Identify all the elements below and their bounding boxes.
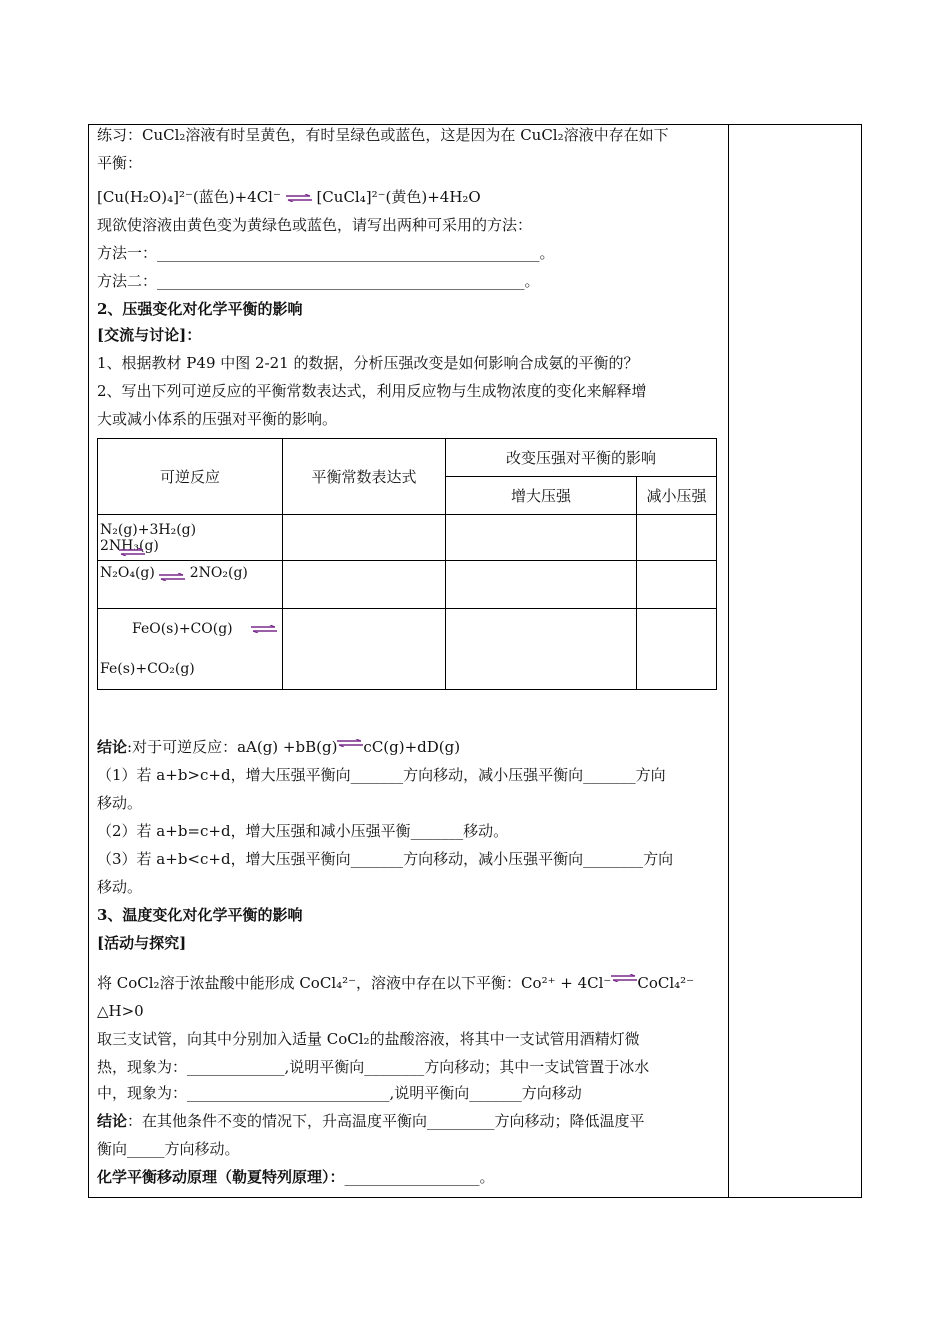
- pressure-effect-table: [97, 438, 717, 690]
- question-2-line-1: 2、写出下列可逆反应的平衡常数表达式，利用反应物与生成物浓度的变化来解释增: [97, 382, 647, 400]
- increase-pressure-cell[interactable]: [446, 609, 637, 690]
- header-increase-pressure: 增大压强: [446, 477, 637, 515]
- header-pressure-effect: 改变压强对平衡的影响: [446, 439, 717, 477]
- equilibrium-arrow-icon: [286, 194, 312, 202]
- decrease-pressure-cell[interactable]: [637, 561, 717, 609]
- practice-line-4: 现欲使溶液由黄色变为黄绿色或蓝色，请写出两种可采用的方法：: [97, 216, 533, 234]
- conclusion-case-2: （2）若 a+b=c+d，增大压强和减小压强平衡_______移动。: [97, 822, 509, 840]
- discussion-heading: [交流与讨论]：: [97, 326, 202, 344]
- increase-pressure-cell[interactable]: [446, 515, 637, 561]
- table-row: [98, 515, 717, 561]
- enthalpy-note: △H>0: [97, 1002, 144, 1020]
- k-expression-cell[interactable]: [283, 561, 446, 609]
- header-reaction: 可逆反应: [98, 439, 283, 515]
- temperature-conclusion-2: 衡向_____方向移动。: [97, 1140, 240, 1158]
- conclusion-case-1-a: （1）若 a+b>c+d，增大压强平衡向_______方向移动，减小压强平衡向_______方向: [97, 766, 666, 784]
- experiment-line-2: 取三支试管，向其中分别加入适量 CoCl₂的盐酸溶液，将其中一支试管用酒精灯微: [97, 1030, 640, 1048]
- section-2-title: 2、压强变化对化学平衡的影响: [97, 300, 303, 318]
- table-row: [98, 609, 717, 690]
- method-1: 方法一：___________________________________________________。: [97, 244, 555, 262]
- equation-right: [CuCl₄]²⁻(黄色)+4H₂O: [316, 188, 481, 206]
- equilibrium-arrow-icon: [159, 573, 185, 581]
- equilibrium-arrow-icon: [337, 739, 363, 747]
- reaction-cell: N₂O₄(g) 2NO₂(g): [98, 561, 283, 609]
- equilibrium-arrow-icon: [119, 548, 145, 556]
- section-3-title: 3、温度变化对化学平衡的影响: [97, 906, 303, 924]
- practice-line-2: 平衡：: [97, 154, 143, 172]
- equilibrium-arrow-icon: [251, 625, 277, 633]
- header-k-expression: 平衡常数表达式: [283, 439, 446, 515]
- question-2-line-2: 大或减小体系的压强对平衡的影响。: [97, 410, 338, 428]
- decrease-pressure-cell[interactable]: [637, 515, 717, 561]
- question-1: 1、根据教材 P49 中图 2-21 的数据，分析压强改变是如何影响合成氨的平衡的？: [97, 354, 639, 372]
- conclusion-case-3-b: 移动。: [97, 878, 143, 896]
- experiment-line-4: 中，现象为：___________________________,说明平衡向_______方向移动: [97, 1084, 582, 1102]
- conclusion-case-1-b: 移动。: [97, 794, 143, 812]
- method-2: 方法二：_________________________________________________。: [97, 272, 540, 290]
- experiment-line-3: 热，现象为：_____________,说明平衡向________方向移动；其中一支试管置于冰水: [97, 1058, 650, 1076]
- decrease-pressure-cell[interactable]: [637, 609, 717, 690]
- conclusion-case-3-a: （3）若 a+b<c+d，增大压强平衡向_______方向移动，减小压强平衡向________方向: [97, 850, 674, 868]
- equilibrium-arrow-icon: [611, 974, 637, 982]
- pressure-conclusion: 结论:对于可逆反应：aA(g) +bB(g) cC(g)+dD(g): [97, 738, 461, 756]
- equation-left: [Cu(H₂O)₄]²⁻(蓝色)+4Cl⁻: [97, 188, 281, 206]
- practice-line-1: 练习：CuCl₂溶液有时呈黄色，有时呈绿色或蓝色，这是因为在 CuCl₂溶液中存在如下: [97, 126, 669, 144]
- notes-column-divider: [728, 124, 729, 1198]
- reaction-cell: N₂(g)+3H₂(g) 2NH₃(g): [98, 515, 283, 561]
- practice-equation: [97, 186, 481, 208]
- le-chatelier-principle: 化学平衡移动原理（勒夏特列原理）：__________________。: [97, 1168, 495, 1186]
- k-expression-cell[interactable]: [283, 515, 446, 561]
- temperature-conclusion-1: 结论：在其他条件不变的情况下，升高温度平衡向_________方向移动；降低温度平: [97, 1112, 645, 1130]
- reaction-cell: FeO(s)+CO(g) Fe(s)+CO₂(g): [98, 609, 283, 690]
- table-row: [98, 561, 717, 609]
- k-expression-cell[interactable]: [283, 609, 446, 690]
- header-decrease-pressure: 减小压强: [637, 477, 717, 515]
- increase-pressure-cell[interactable]: [446, 561, 637, 609]
- activity-heading: [活动与探究]: [97, 934, 187, 952]
- experiment-line-1: 将 CoCl₂溶于浓盐酸中能形成 CoCl₄²⁻，溶液中存在以下平衡：Co²⁺ + 4Cl⁻ CoCl₄²⁻: [97, 974, 695, 992]
